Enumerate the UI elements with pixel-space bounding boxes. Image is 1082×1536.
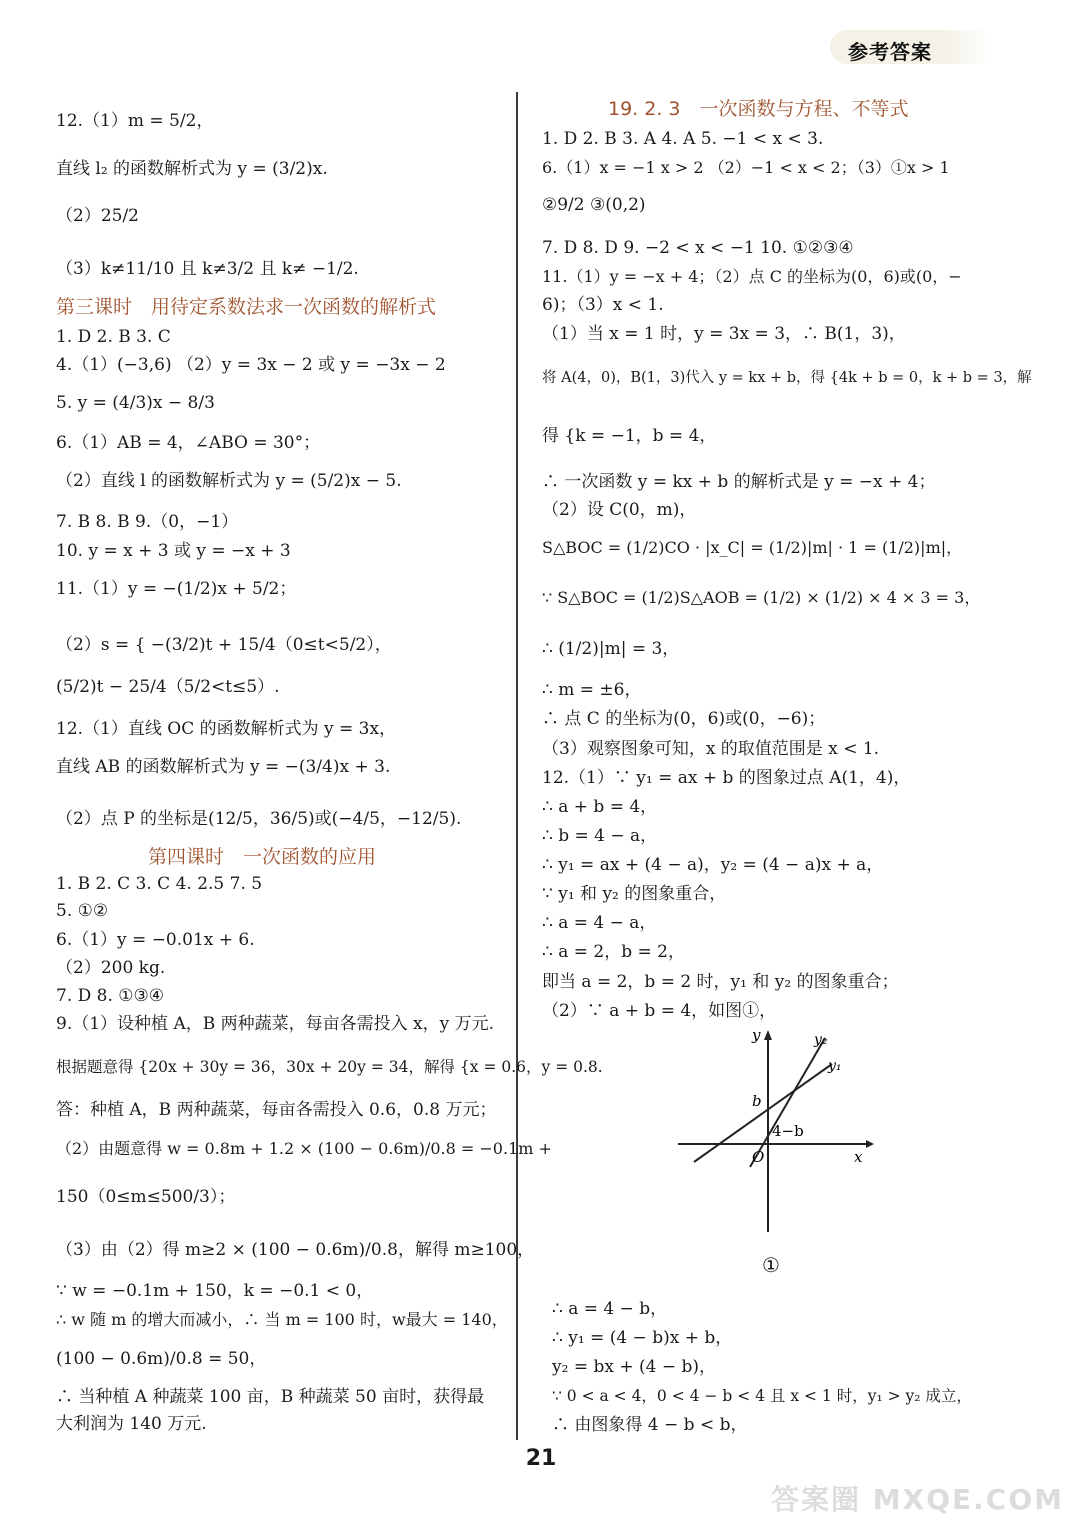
answer-line: 12.（1）直线 OC 的函数解析式为 y = 3x，: [56, 719, 397, 739]
answer-line: ∴ 当种植 A 种蔬菜 100 亩，B 种蔬菜 50 亩时，获得最: [56, 1387, 485, 1407]
answer-line: （2）∵ a + b = 4，如图①，: [542, 1001, 777, 1021]
answer-line: ∴ b = 4 − a，: [542, 826, 658, 846]
answer-line: ∴ m = ±6，: [542, 680, 642, 700]
page-number: 21: [525, 1446, 557, 1471]
function-graph-figure: [670, 1024, 880, 1284]
answer-line: （3）由（2）得 m≥2 × (100 − 0.6m)/0.8，解得 m≥100，: [56, 1240, 535, 1260]
answer-line: 7. B 8. B 9.（0，−1）: [56, 512, 239, 532]
answer-line: 1. D 2. B 3. C: [56, 327, 171, 347]
answer-line: 即当 a = 2，b = 2 时，y₁ 和 y₂ 的图象重合；: [542, 972, 899, 992]
answer-line: 1. B 2. C 3. C 4. 2.5 7. 5: [56, 874, 263, 894]
answer-line: 12.（1）m = 5/2，: [56, 111, 214, 131]
answer-line: ∴ a + b = 4，: [542, 797, 658, 817]
answer-line: ∵ S△BOC = (1/2)S△AOB = (1/2) × (1/2) × 4 × 3 = 3，: [542, 588, 981, 607]
y-axis-label: y: [752, 1026, 761, 1044]
answer-line: ∴ a = 2，b = 2，: [542, 942, 685, 962]
b-label: b: [752, 1092, 762, 1110]
answer-line: 11.（1）y = −(1/2)x + 5/2；: [56, 579, 297, 599]
answer-line: （2）s = { −(3/2)t + 15/4（0≤t<5/2），: [56, 635, 392, 655]
answer-line: y₂ = bx + (4 − b)，: [552, 1357, 717, 1377]
answer-line: ∴ 点 C 的坐标为(0，6)或(0，−6)；: [542, 709, 826, 729]
answer-line: 直线 AB 的函数解析式为 y = −(3/4)x + 3.: [56, 757, 391, 777]
answer-line: 大利润为 140 万元.: [56, 1414, 207, 1434]
y-axis-arrow: [764, 1030, 772, 1040]
answer-line: 5. ①②: [56, 901, 109, 921]
answer-line: 11.（1）y = −x + 4；（2）点 C 的坐标为(0，6)或(0，−: [542, 267, 962, 286]
answer-line: 答：种植 A，B 两种蔬菜，每亩各需投入 0.6，0.8 万元；: [56, 1100, 497, 1120]
answer-line: 5. y = (4/3)x − 8/3: [56, 393, 215, 413]
answer-line: （3）k≠11/10 且 k≠3/2 且 k≠ −1/2.: [56, 259, 359, 279]
answer-line: ②9/2 ③(0,2): [542, 195, 646, 215]
answer-line: ∴ a = 4 − b，: [552, 1299, 668, 1319]
answer-line: 得 {k = −1，b = 4，: [542, 426, 717, 446]
x-axis-label: x: [854, 1148, 863, 1166]
answer-line: （2）由题意得 w = 0.8m + 1.2 × (100 − 0.6m)/0.8 = −0.1m +: [56, 1139, 552, 1158]
answer-line: ∵ y₁ 和 y₂ 的图象重合，: [542, 884, 727, 904]
watermark-logo: 答案圈 MXQE.COM: [771, 1483, 1064, 1516]
x-axis-arrow: [866, 1140, 874, 1148]
answer-line: ∴ w 随 m 的增大而减小，∴ 当 m = 100 时，w最大 = 140，: [56, 1310, 508, 1329]
answer-line: （3）观察图象可知，x 的取值范围是 x < 1.: [542, 739, 880, 759]
column-divider: [516, 92, 518, 1440]
answer-line: 6)；（3）x < 1.: [542, 295, 664, 315]
answer-line: 150（0≤m≤500/3）；: [56, 1187, 236, 1207]
answer-line: ∴ a = 4 − a，: [542, 913, 657, 933]
answer-line: 根据题意得 {20x + 30y = 36，30x + 20y = 34，解得 {x = 0.6，y = 0.8.: [56, 1058, 603, 1076]
answer-line: （1）当 x = 1 时，y = 3x = 3，∴ B(1，3)，: [542, 324, 906, 344]
answer-line: 6.（1）x = −1 x > 2 （2）−1 < x < 2；（3）①x > 1: [542, 158, 950, 177]
answer-line: ∵ 0 < a < 4，0 < 4 − b < 4 且 x < 1 时，y₁ > y₂ 成立，: [552, 1387, 972, 1405]
origin-label: O: [752, 1148, 765, 1166]
answer-line: 9.（1）设种植 A，B 两种蔬菜，每亩各需投入 x，y 万元.: [56, 1014, 495, 1034]
answer-line: ∵ w = −0.1m + 150，k = −0.1 < 0，: [56, 1281, 374, 1301]
answer-line: （2）25/2: [56, 206, 139, 226]
answer-line: ∴ (1/2)|m| = 3，: [542, 639, 680, 659]
section-title: 第三课时 用待定系数法求一次函数的解析式: [56, 296, 437, 318]
answer-line: 直线 l₂ 的函数解析式为 y = (3/2)x.: [56, 159, 328, 179]
answer-line: ∴ y₁ = ax + (4 − a)，y₂ = (4 − a)x + a，: [542, 855, 884, 875]
answer-line: ∴ y₁ = (4 − b)x + b，: [552, 1328, 733, 1348]
answer-line: (5/2)t − 25/4（5/2<t≤5）.: [56, 677, 280, 697]
answer-line: 1. D 2. B 3. A 4. A 5. −1 < x < 3.: [542, 129, 824, 149]
four-minus-b-label: 4−b: [772, 1122, 804, 1140]
y2-label: y₂: [814, 1032, 828, 1048]
answer-line: ∴ 一次函数 y = kx + b 的解析式是 y = −x + 4；: [542, 472, 936, 492]
section-title: 19. 2. 3 一次函数与方程、不等式: [608, 98, 909, 120]
answer-line: ∴ 由图象得 4 − b < b，: [552, 1415, 748, 1435]
answer-line: 7. D 8. D 9. −2 < x < −1 10. ①②③④: [542, 238, 854, 258]
answer-line: 将 A(4，0)，B(1，3)代入 y = kx + b，得 {4k + b = 0，k + b = 3，解: [542, 370, 1032, 386]
answer-line: 6.（1）y = −0.01x + 6.: [56, 930, 255, 950]
answer-line: 10. y = x + 3 或 y = −x + 3: [56, 541, 291, 561]
answer-line: （2）200 kg.: [56, 958, 166, 978]
answer-line: 6.（1）AB = 4，∠ABO = 30°；: [56, 433, 321, 453]
answer-line: 7. D 8. ①③④: [56, 986, 165, 1006]
answer-line: （2）直线 l 的函数解析式为 y = (5/2)x − 5.: [56, 471, 402, 491]
answer-line: 4.（1）(−3,6) （2）y = 3x − 2 或 y = −3x − 2: [56, 355, 446, 375]
y1-label: y₁: [828, 1058, 842, 1074]
answer-line: （2）点 P 的坐标是(12/5，36/5)或(−4/5，−12/5).: [56, 809, 462, 829]
answer-line: 12.（1）∵ y₁ = ax + b 的图象过点 A(1，4)，: [542, 768, 911, 788]
answer-line: (100 − 0.6m)/0.8 = 50，: [56, 1349, 267, 1369]
header-title: 参考答案: [848, 40, 932, 64]
answer-line: （2）设 C(0，m)，: [542, 500, 697, 520]
answer-line: S△BOC = (1/2)CO · |x_C| = (1/2)|m| · 1 = (1/2)|m|，: [542, 538, 963, 557]
figure-caption: ①: [762, 1253, 780, 1277]
section-title: 第四课时 一次函数的应用: [148, 846, 377, 868]
